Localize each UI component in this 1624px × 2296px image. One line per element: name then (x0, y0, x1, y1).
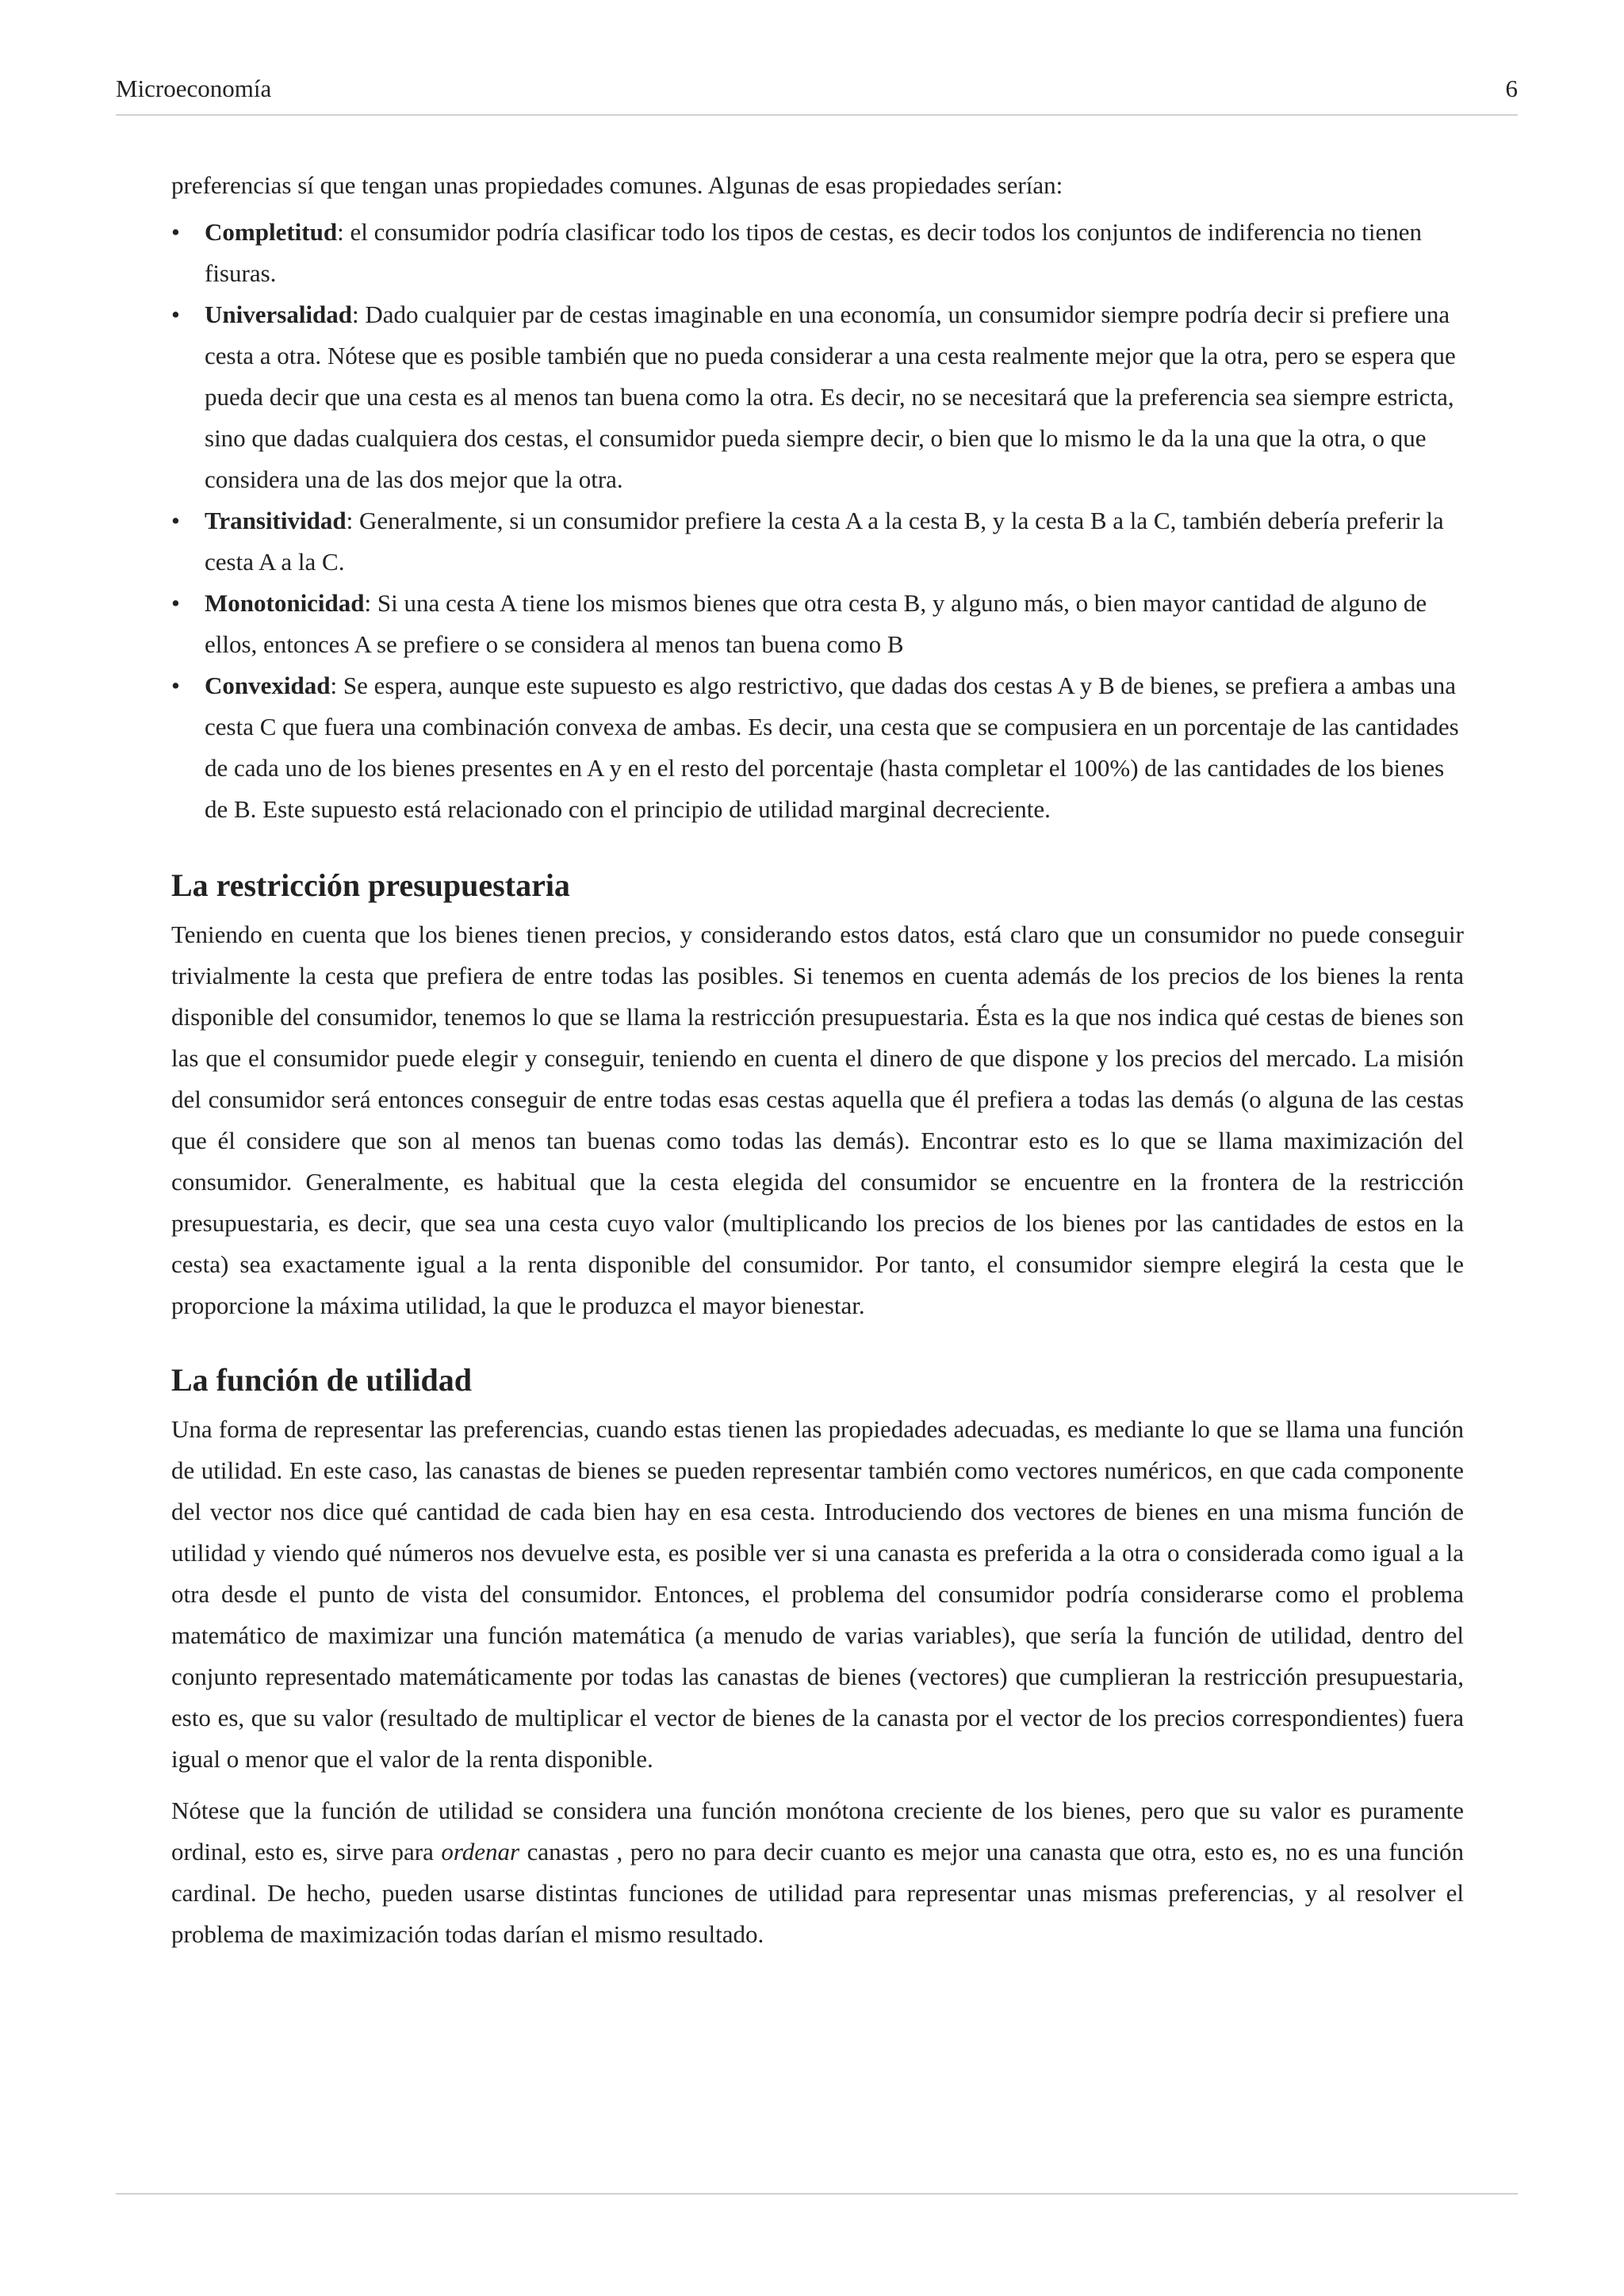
running-header (116, 76, 1518, 101)
page-number: 6 (1505, 75, 1518, 102)
property-term: Transitividad (205, 507, 347, 534)
list-item (171, 294, 1464, 500)
utility-paragraph-1: Una forma de representar las preferencias, cuando estas tienen las propiedades adecuadas, es mediante lo que se llama una función de utilidad. En este caso, las canastas de bienes se pueden representar también como vectores numéricos, en que cada componente del vector nos dice qué cantidad de cada bien hay en esa cesta. Introduciendo dos vectores de bienes en una misma función de utilidad y viendo qué números nos devuelve esta, es posible ver si una canasta es preferida a la otra o considerada como igual a la otra desde el punto de vista del consumidor. Entonces, el problema del consumidor podría considerarse como el problema matemático de maximizar una función matemática (a menudo de varias variables), que sería la función de utilidad, dentro del conjunto representado matemáticamente por todas las canastas de bienes (vectores) que cumplieran la restricción presupuestaria, esto es, que su valor (resultado de multiplicar el vector de bienes de la canasta por el vector de los precios correspondientes) fuera igual o menor que el valor de la renta disponible. (171, 1415, 1464, 1773)
header-title: Microeconomía (116, 75, 272, 102)
property-term: Monotonicidad (205, 589, 365, 617)
bullet-icon: • (171, 589, 180, 617)
properties-list (171, 212, 1464, 830)
property-text: : Se espera, aunque este supuesto es algo restrictivo, que dadas dos cestas A y B de bienes, se prefiera a ambas una cesta C que fuera una combinación convexa de ambas. Es decir, una cesta que se compusiera en un porcentaje de las cantidades de cada uno de los bienes presentes en A y en el resto del porcentaje (hasta completar el 100%) de las cantidades de los bienes de B. Este supuesto está relacionado con el principio de utilidad marginal decreciente. (205, 672, 1459, 823)
page-content (171, 165, 1464, 1955)
bullet-icon: • (171, 300, 180, 328)
property-text: : Generalmente, si un consumidor prefiere la cesta A a la cesta B, y la cesta B a la C, también debería preferir la cesta A a la C. (205, 507, 1444, 576)
utility-paragraph-2-end: canastas , pero no para decir cuanto es mejor una canasta que otra, esto es, no es una función cardinal. De hecho, pueden usarse distintas funciones de utilidad para representar unas mismas preferencias, y al resolver el problema de maximización todas darían el mismo resultado. (171, 1838, 1465, 1948)
property-term: Universalidad (205, 300, 353, 328)
utility-paragraph-2-emphasis: ordenar (441, 1838, 520, 1866)
bullet-icon: • (171, 672, 180, 699)
property-text: : el consumidor podría clasificar todo los tipos de cestas, es decir todos los conjuntos de indiferencia no tienen fisuras. (205, 218, 1423, 287)
list-item (171, 212, 1464, 294)
property-term: Convexidad (205, 672, 331, 699)
list-item (171, 583, 1464, 665)
list-item (171, 500, 1464, 583)
bullet-icon: • (171, 218, 180, 246)
intro-paragraph: preferencias sí que tengan unas propiedades comunes. Algunas de esas propiedades serían: (171, 171, 1063, 199)
property-term: Completitud (205, 218, 338, 246)
utility-paragraph-2 (171, 1790, 1464, 1955)
footer-divider (116, 2193, 1518, 2195)
budget-paragraph: Teniendo en cuenta que los bienes tienen precios, y considerando estos datos, está claro que un consumidor no puede conseguir trivialmente la cesta que prefiera de entre todas las posibles. Si tenemos en cuenta además de los precios de los bienes la renta disponible del consumidor, tenemos lo que se llama la restricción presupuestaria. Ésta es la que nos indica qué cestas de bienes son las que el consumidor puede elegir y conseguir, teniendo en cuenta el dinero de que dispone y los precios del mercado. La misión del consumidor será entonces conseguir de entre todas esas cestas aquella que él prefiera a todas las demás (o alguna de las cestas que él considere que son al menos tan buenas como todas las demás). Encontrar esto es lo que se llama maximización del consumidor. Generalmente, es habitual que la cesta elegida del consumidor se encuentre en la frontera de la restricción presupuestaria, es decir, que sea una cesta cuyo valor (multiplicando los precios de los bienes por las cantidades de estos en la cesta) sea exactamente igual a la renta disponible del consumidor. Por tanto, el consumidor siempre elegirá la cesta que le proporcione la máxima utilidad, la que le produzca el mayor bienestar. (171, 920, 1464, 1319)
section-heading-utility: La función de utilidad (171, 1362, 473, 1398)
header-divider (116, 114, 1518, 116)
utility-paragraph-2-start: Nótese que la función de utilidad se considera una función monótona creciente de los bienes, pero que su valor es puramente ordinal, esto es, sirve para (171, 1797, 1464, 1866)
property-text: : Si una cesta A tiene los mismos bienes que otra cesta B, y alguno más, o bien mayor cantidad de alguno de ellos, entonces A se prefiere o se considera al menos tan buena como B (205, 589, 1427, 658)
list-item (171, 665, 1464, 830)
property-text: : Dado cualquier par de cestas imaginable en una economía, un consumidor siempre podría decir si prefiere una cesta a otra. Nótese que es posible también que no pueda considerar a una cesta realmente mejor que la otra, pero se espera que pueda decir que una cesta es al menos tan buena como la otra. Es decir, no se necesitará que la preferencia sea siempre estricta, sino que dadas cualquiera dos cestas, el consumidor pueda siempre decir, o bien que lo mismo le da la una que la otra, o que considera una de las dos mejor que la otra. (205, 300, 1456, 493)
bullet-icon: • (171, 507, 180, 534)
section-heading-budget: La restricción presupuestaria (171, 867, 570, 903)
